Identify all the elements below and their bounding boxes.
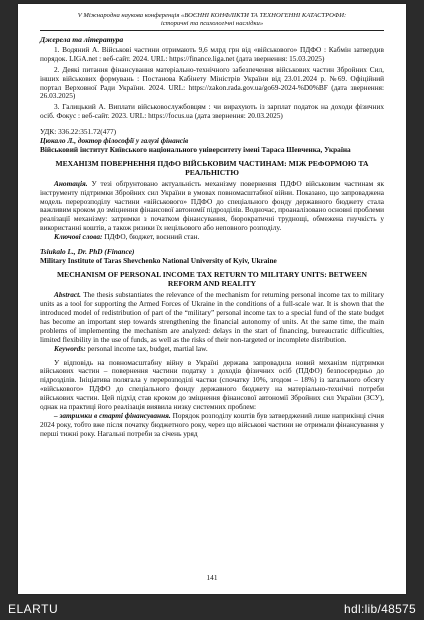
sources-title: Джерела та література xyxy=(40,35,124,45)
body-paragraph: У відповідь на повномасштабну війну в Україні держава запровадила новий механізм підтримки військових частин – повернення частини податку з доходів фізичних осіб (ПДФО) безпосередньо до підрозділів. Ініціатива полягала у перерозподілі частки (спочатку 10%, згодом – 18%) із загального обсягу «військового» ПДФО до спеціального фонду державного бюджету на матеріально-технічні потреби військових частин. Цей підхід став кроком до зміцнення фінансової автономії Збройних сил України (ЗСУ), однак на практиці його реалізація виявила низку системних проблем: xyxy=(40,357,384,411)
author-en: Tsiukalo L., Dr. PhD (Finance) xyxy=(40,247,135,257)
header-rule xyxy=(40,30,384,31)
page-number: 141 xyxy=(206,573,218,582)
title-ua: МЕХАНІЗМ ПОВЕРНЕННЯ ПДФО ВІЙСЬКОВИМ ЧАСТИНАМ: МІЖ РЕФОРМОЮ ТА РЕАЛЬНІСТЮ xyxy=(55,158,369,177)
abstract-ua-label: Анотація. xyxy=(54,178,88,188)
viewer-footer xyxy=(0,596,424,620)
header-line-2: історичні та психологічні наслідки» xyxy=(160,20,264,28)
keywords-ua xyxy=(40,233,384,242)
abstract-en-text: The thesis substantiates the relevance of the mechanism for returning personal income tax to military units as a tool for supporting the Armed Forces of Ukraine in the conditions of a full-scale war. It is shown that the introduced model of redistribution of part of the “military” personal income tax to a special fund of the state budget has become an important step towards strengthening the financial autonomy of units. At the same time, the main problems of implementing the mechanism are analyzed: delays in the start of financing, bureaucratic difficulties, limited flexibility in the use of funds, as well as the risks of their non-targeted or incomplete distribution. xyxy=(40,290,384,344)
document-page xyxy=(18,4,406,594)
bullet-heading: – затримки в старті фінансування. xyxy=(54,410,171,420)
reference-item: 2. Деякі питання фінансування матеріально-технічного забезпечення військових частин Збройних Сил, інших військових формувань : Постанова Кабінету Міністрів України від 23.01.2024 р. №69. Офіційний портал Верховної Ради України. 2024. URL: https://zakon.rada.gov.ua/go69-2024-%D0%BF (дата звернення: 26.03.2025) xyxy=(40,64,384,101)
keywords-ua-label: Ключові слова: xyxy=(54,232,103,242)
udc-code: УДК: 336.22:351.72(477) xyxy=(40,126,117,136)
body-bullet xyxy=(40,412,384,439)
page-content xyxy=(40,12,384,588)
keywords-en xyxy=(40,345,384,354)
affiliation-en: Military Institute of Taras Shevchenko National University of Kyiv, Ukraine xyxy=(40,256,277,266)
affiliation-ua: Військовий інститут Київського національного університету імені Тараса Шевченка, Україна xyxy=(40,144,351,154)
handle-id: hdl:lib/48575 xyxy=(344,602,416,616)
repository-name: ELARTU xyxy=(8,602,59,616)
abstract-ua xyxy=(40,180,384,233)
bullet-text: Порядок розподілу коштів був затверджений лише наприкінці січня 2024 року, тобто вже після початку бюджетного року, через що військові частини не отримали фінансування у перші тижні року. Нагальні потреби за січень уряд xyxy=(40,410,384,438)
abstract-en xyxy=(40,291,384,344)
abstract-ua-text: У тезі обґрунтовано актуальність механізму повернення ПДФО військовим частинам як інструменту підтримки Збройних сил України в умовах повномасштабної війни. Показано, що запроваджена модель перерозподілу частини «військового» ПДФО до спеціального фонду державного бюджету стала важливим кроком до зміцнення фінансової автономії підрозділів. Водночас, проаналізовано основні проблеми реалізації механізму: затримки з початком фінансування, бюрократичні труднощі, обмежена гнучкість у використанні коштів, а також ризики їх нецільового або неповного розподілу. xyxy=(40,178,385,233)
reference-item: 3. Галицький А. Виплати військовослужбовцям : чи вирахують із зарплат податок на доходи фізичних осіб. Фокус : веб-сайт. 2023. URL: https://focus.ua (дата звернення: 20.03.2025) xyxy=(40,101,384,120)
author-ua: Цюкало Л., доктор філософії у галузі фінансів xyxy=(40,135,189,145)
reference-item: 1. Водяний А. Військові частини отримають 9,6 млрд грн від «військового» ПДФО : Кабмін затвердив порядок. LIGA.net : веб-сайт. 2024. URL: https://finance.liga.net (дата звернення: 15.03.2025) xyxy=(40,45,384,64)
keywords-ua-text: ПДФО, бюджет, воєнний стан. xyxy=(104,232,200,242)
keywords-en-text: personal income tax, budget, martial law. xyxy=(87,343,208,353)
title-en: MECHANISM OF PERSONAL INCOME TAX RETURN TO MILITARY UNITS: BETWEEN REFORM AND REALITY xyxy=(56,270,368,289)
header-line-1: V Міжнародна наукова конференція «ВОЄННІ КОНФЛІКТИ ТА ТЕХНОГЕННІ КАТАСТРОФИ: xyxy=(77,12,347,19)
keywords-en-label: Keywords: xyxy=(54,343,86,353)
abstract-en-label: Abstract. xyxy=(54,290,81,300)
running-header xyxy=(40,12,384,28)
